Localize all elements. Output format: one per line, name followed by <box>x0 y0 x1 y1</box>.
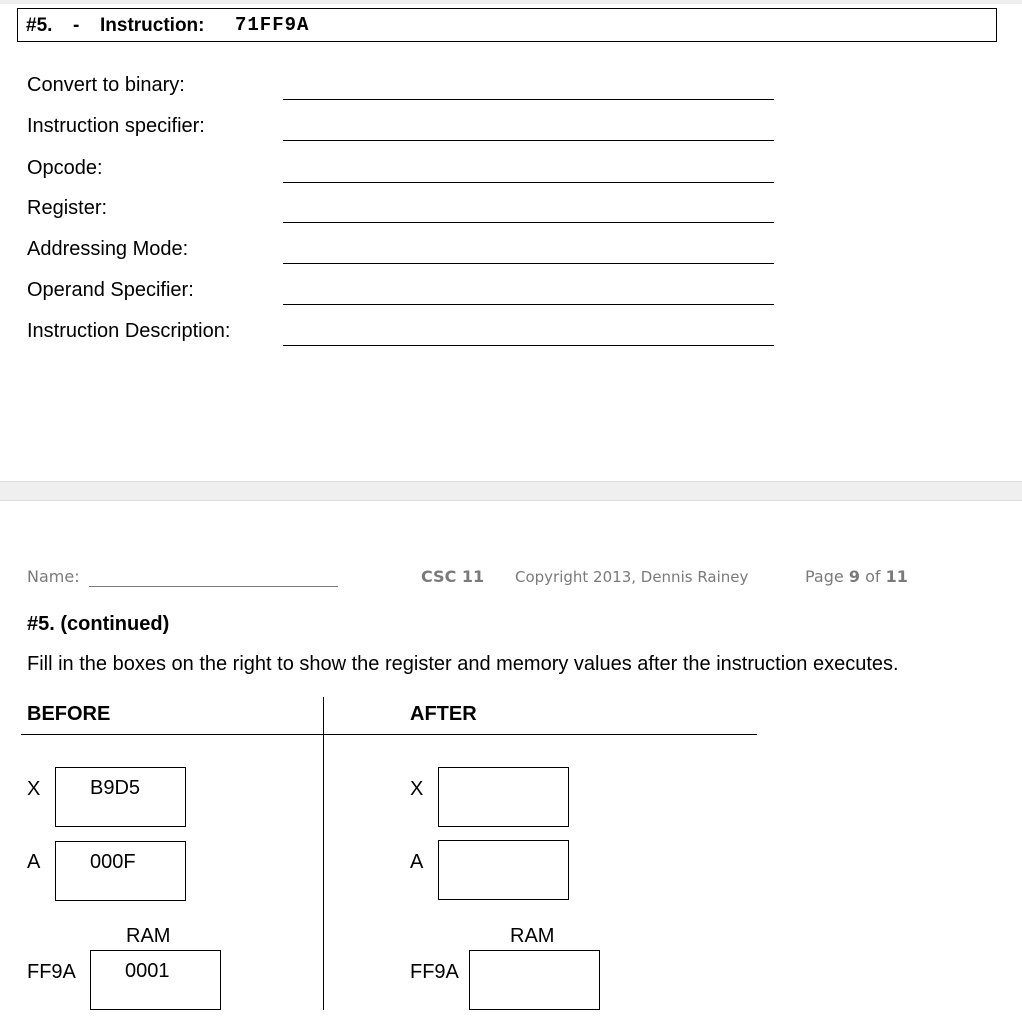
page-total: 11 <box>885 567 908 586</box>
page-break <box>0 481 1022 501</box>
continued-description: Fill in the boxes on the right to show the register and memory values after the instruction executes. <box>27 653 899 675</box>
course-label: CSC 11 <box>421 567 485 586</box>
question-label: Operand Specifier: <box>27 279 194 301</box>
answer-line-addressing-mode[interactable] <box>283 263 774 264</box>
after-ram-box[interactable] <box>469 950 600 1010</box>
after-a-label: A <box>410 851 424 873</box>
answer-line-opcode[interactable] <box>283 182 774 183</box>
before-x-box: B9D5 <box>55 767 186 827</box>
before-heading: BEFORE <box>27 703 111 725</box>
instruction-label: Instruction: <box>100 15 205 36</box>
question-row-addressing-mode <box>27 238 787 268</box>
answer-line-instruction-description[interactable] <box>283 345 774 346</box>
answer-line-binary[interactable] <box>283 99 774 100</box>
question-row-register <box>27 197 787 227</box>
before-a-label: A <box>27 851 41 873</box>
question-label: Opcode: <box>27 157 103 179</box>
table-horizontal-rule <box>21 734 757 735</box>
question-label: Convert to binary: <box>27 74 185 96</box>
problem-number: #5. <box>26 15 53 36</box>
after-x-label: X <box>410 778 424 800</box>
question-row-opcode <box>27 157 787 187</box>
name-label: Name: <box>27 567 80 586</box>
question-label: Register: <box>27 197 108 219</box>
question-row-instruction-description <box>27 320 787 350</box>
copyright-text: Copyright 2013, Dennis Rainey <box>515 568 749 586</box>
continued-title: #5. (continued) <box>27 613 170 635</box>
page-of: of <box>865 567 881 586</box>
before-address-label: FF9A <box>27 961 76 983</box>
answer-line-register[interactable] <box>283 222 774 223</box>
instruction-code: 71FF9A <box>235 14 310 36</box>
answer-line-instruction-specifier[interactable] <box>283 140 774 141</box>
question-row-instruction-specifier <box>27 115 787 145</box>
name-line[interactable] <box>89 586 338 587</box>
question-label: Instruction specifier: <box>27 115 205 137</box>
table-vertical-rule <box>323 697 324 1010</box>
after-ram-label: RAM <box>510 925 555 947</box>
page-top-edge <box>0 0 1022 4</box>
answer-line-operand-specifier[interactable] <box>283 304 774 305</box>
page-indicator <box>805 567 908 586</box>
header-dash: - <box>73 15 80 36</box>
question-label: Instruction Description: <box>27 320 231 342</box>
after-heading: AFTER <box>410 703 477 725</box>
before-ram-label: RAM <box>126 925 171 947</box>
instruction-header-box <box>17 8 997 42</box>
before-x-label: X <box>27 778 41 800</box>
after-address-label: FF9A <box>410 961 459 983</box>
before-a-box: 000F <box>55 841 186 901</box>
question-row-binary <box>27 74 787 104</box>
after-a-box[interactable] <box>438 840 569 900</box>
question-row-operand-specifier <box>27 279 787 309</box>
after-x-box[interactable] <box>438 767 569 827</box>
question-label: Addressing Mode: <box>27 238 189 260</box>
page-current: 9 <box>848 567 860 586</box>
page-word: Page <box>805 567 844 586</box>
before-ram-box: 0001 <box>90 950 221 1010</box>
